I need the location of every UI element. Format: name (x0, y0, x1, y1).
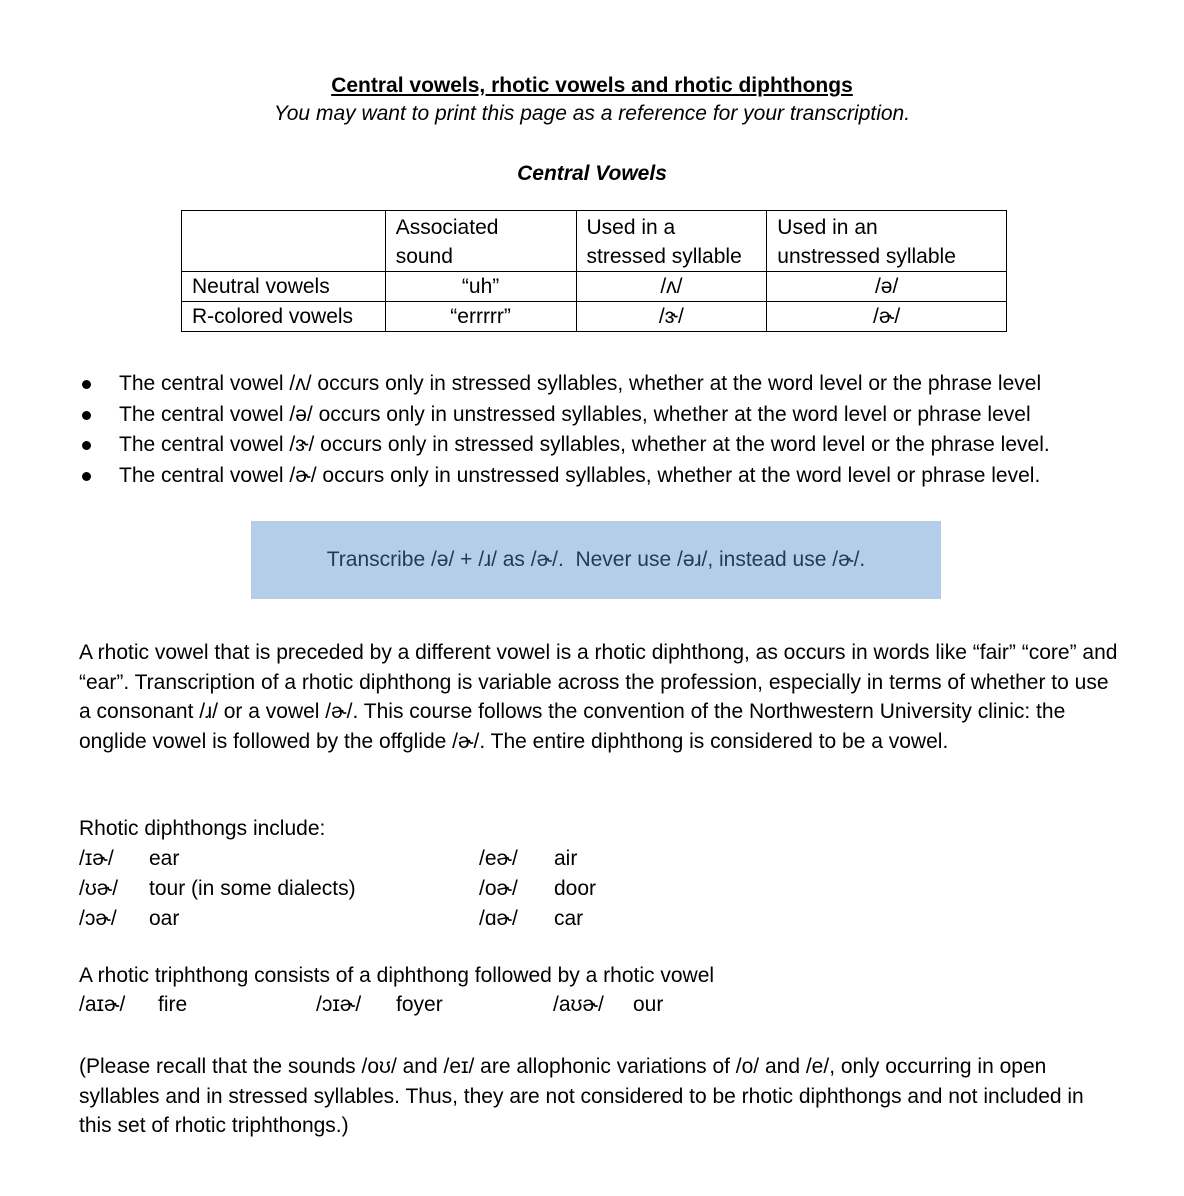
list-item (79, 430, 1050, 461)
triphthong-word: fire (158, 993, 188, 1016)
diphthong-item (79, 844, 356, 874)
rhotic-diphthongs-left-column (79, 844, 356, 934)
bullet-icon (82, 472, 91, 481)
row-label: Neutral vowels (182, 272, 386, 302)
triphthong-word: our (633, 993, 664, 1016)
diphthong-symbol: /ɑɚ/ (479, 907, 518, 930)
diphthong-item (79, 874, 356, 904)
triphthong-item (79, 993, 187, 1017)
diphthong-symbol: /ɪɚ/ (79, 847, 114, 870)
diphthong-item (479, 904, 596, 934)
table-row (182, 302, 1007, 332)
header-line: stressed syllable (586, 245, 742, 268)
list-item-text: The central vowel /ə/ occurs only in unstressed syllables, whether at the word level or phrase level (119, 402, 1031, 426)
rhotic-diphthongs-heading: Rhotic diphthongs include: (79, 817, 326, 840)
diphthong-word: door (554, 877, 597, 900)
header-cell-empty (182, 211, 386, 272)
diphthong-word: oar (149, 907, 180, 930)
row-sound: “errrrr” (385, 302, 576, 332)
list-item (79, 369, 1050, 400)
diphthong-symbol: /ʊɚ/ (79, 877, 119, 900)
rhotic-triphthong-heading: A rhotic triphthong consists of a diphthong followed by a rhotic vowel (79, 964, 715, 987)
diphthong-item (479, 844, 596, 874)
diphthong-item (479, 874, 596, 904)
diphthong-symbol: /ɔɚ/ (79, 907, 117, 930)
rhotic-diphthong-paragraph: A rhotic vowel that is preceded by a different vowel is a rhotic diphthong, as occurs in words like “fair” “core” and “ear”. Transcription of a rhotic diphthong is variable across the profession, especially in terms of whether to use a consonant /ɹ/ or a vowel /ɚ/. This course follows the convention of the Northwestern University clinic: the onglide vowel is followed by the offglide /ɚ/. The entire diphthong is considered to be a vowel. (79, 641, 1118, 753)
page-title: Central vowels, rhotic vowels and rhotic diphthongs (331, 74, 853, 97)
bullet-icon (82, 411, 91, 420)
header-cell-stressed (576, 211, 767, 272)
bullet-icon (82, 441, 91, 450)
header-line: Used in an (777, 216, 878, 239)
triphthong-word: foyer (396, 993, 443, 1016)
diphthong-word: tour (in some dialects) (149, 877, 356, 900)
header-line: Associated (395, 216, 499, 239)
row-label: R-colored vowels (182, 302, 386, 332)
triphthong-symbol: /aʊɚ/ (553, 993, 604, 1016)
row-unstressed: /ə/ (767, 272, 1007, 302)
row-unstressed: /ɚ/ (767, 302, 1007, 332)
bullet-list (79, 369, 1050, 491)
recall-note: (Please recall that the sounds /oʊ/ and /eɪ/ are allophonic variations of /o/ and /e/, only occurring in open syllables and in stressed syllables. Thus, they are not considered to be rhotic diphthongs and not included in this set of rhotic triphthongs.) (79, 1055, 1084, 1138)
triphthong-symbol: /aɪɚ/ (79, 993, 126, 1016)
diphthong-word: car (554, 907, 584, 930)
transcription-note-text: Transcribe /ə/ + /ɹ/ as /ɚ/. Never use /əɹ/, instead use /ɚ/. (326, 548, 866, 571)
list-item-text: The central vowel /ɝ/ occurs only in stressed syllables, whether at the word level or the phrase level. (119, 433, 1050, 456)
triphthong-item (553, 993, 663, 1017)
header-line: unstressed syllable (777, 245, 956, 268)
row-stressed: /ʌ/ (576, 272, 767, 302)
table-title: Central Vowels (517, 162, 667, 185)
table-row (182, 272, 1007, 302)
list-item (79, 400, 1050, 431)
header-line: sound (395, 245, 453, 268)
page-subtitle: You may want to print this page as a reference for your transcription. (273, 102, 911, 125)
list-item (79, 461, 1050, 492)
rhotic-diphthongs-right-column (479, 844, 596, 934)
list-item-text: The central vowel /ɚ/ occurs only in unstressed syllables, whether at the word level or phrase level. (119, 463, 1041, 487)
header-cell-unstressed (767, 211, 1007, 272)
row-sound: “uh” (385, 272, 576, 302)
triphthong-symbol: /ɔɪɚ/ (316, 993, 362, 1016)
triphthong-item (316, 993, 443, 1017)
transcription-note-box (251, 521, 941, 599)
diphthong-item (79, 904, 356, 934)
list-item-text: The central vowel /ʌ/ occurs only in stressed syllables, whether at the word level or the phrase level (119, 372, 1042, 395)
header-cell-associated (385, 211, 576, 272)
header-line: Used in a (586, 216, 676, 239)
diphthong-symbol: /eɚ/ (479, 847, 518, 870)
bullet-icon (82, 380, 91, 389)
row-stressed: /ɝ/ (576, 302, 767, 332)
central-vowels-table (181, 210, 1007, 332)
diphthong-symbol: /oɚ/ (479, 877, 518, 900)
diphthong-word: air (554, 847, 578, 870)
diphthong-word: ear (149, 847, 180, 870)
table-header-row (182, 211, 1007, 272)
